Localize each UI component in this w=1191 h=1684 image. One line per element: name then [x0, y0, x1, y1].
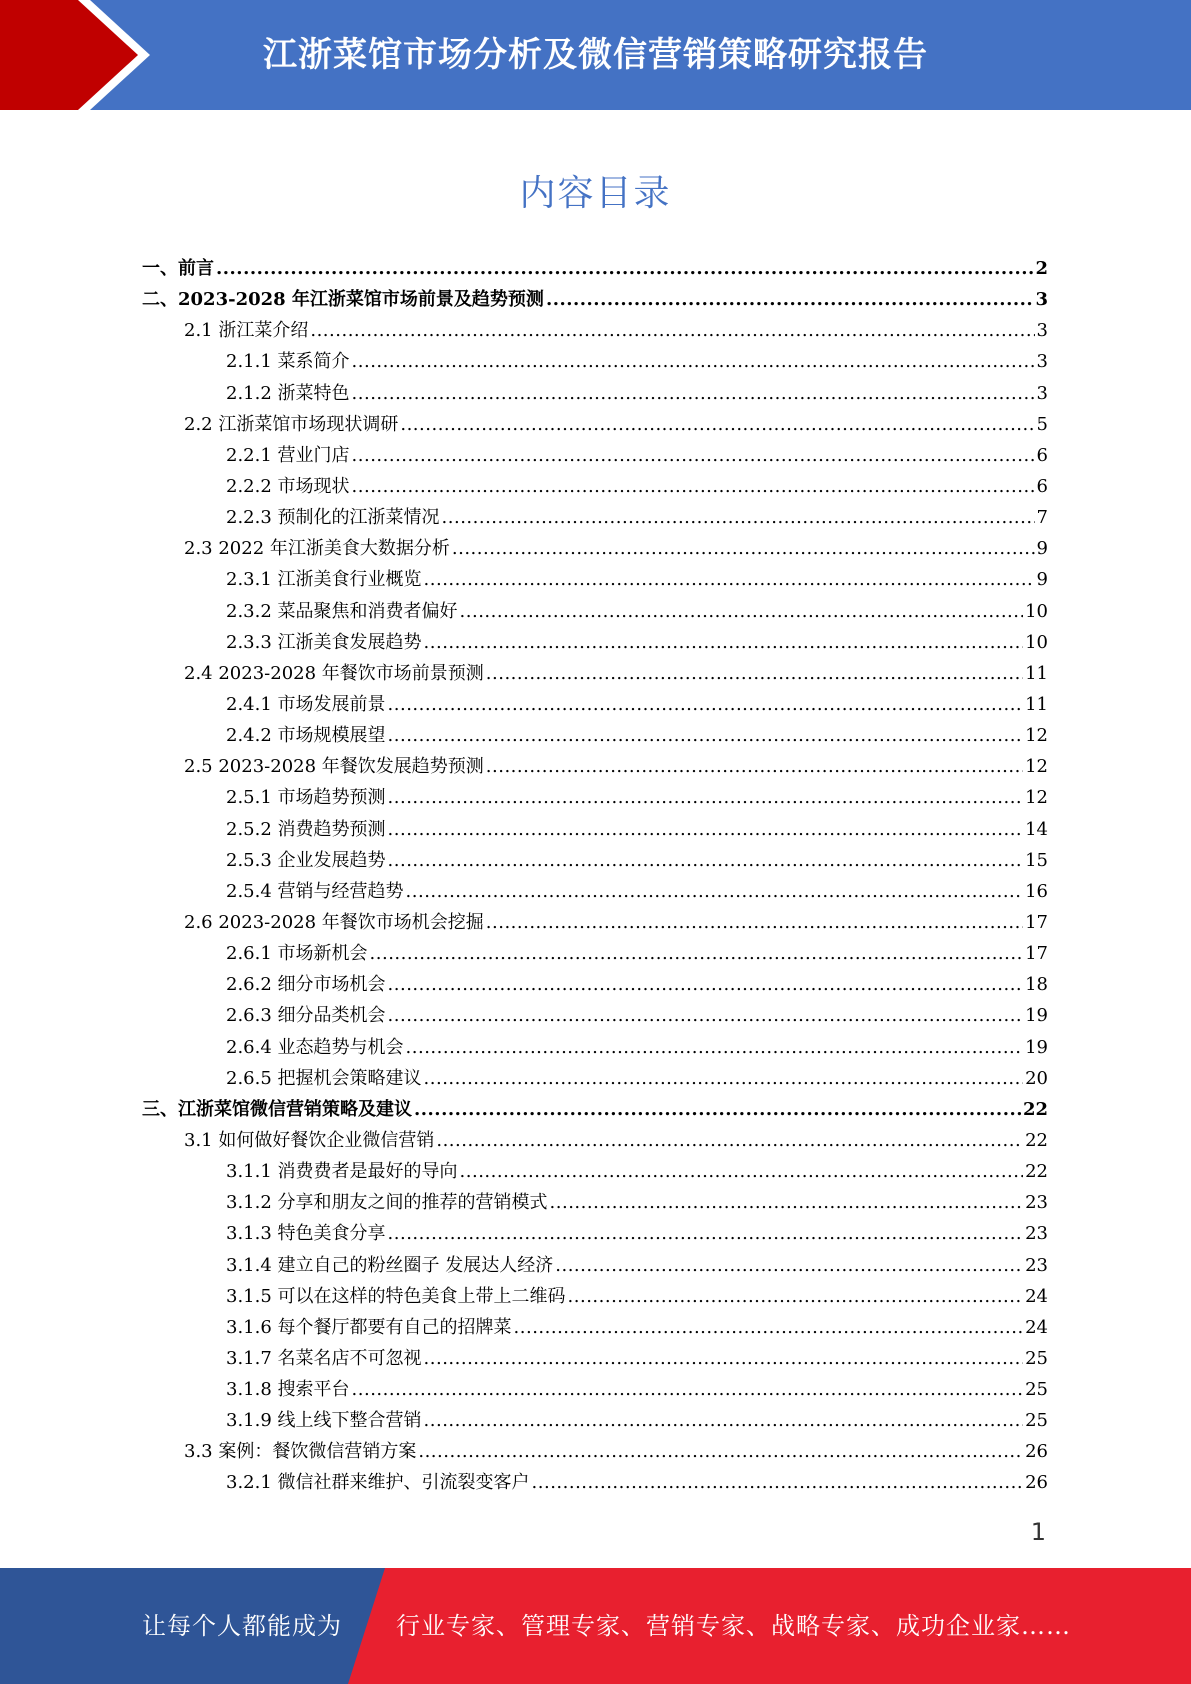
toc-entry-label: 2.5.1 市场趋势预测 [226, 787, 386, 809]
report-title: 江浙菜馆市场分析及微信营销策略研究报告 [263, 35, 928, 75]
toc-leader-dots [424, 1343, 1024, 1374]
toc-entry[interactable] [142, 315, 1048, 346]
toc-entry[interactable] [142, 720, 1048, 751]
toc-entry-label: 3.1.4 建立自己的粉丝圈子 发展达人经济 [226, 1254, 554, 1276]
toc-leader-dots [406, 876, 1024, 907]
toc-entry-label: 3.1.3 特色美食分享 [226, 1223, 386, 1245]
toc-leader-dots [388, 1000, 1024, 1031]
toc-entry-label: 2.4.2 市场规模展望 [226, 725, 386, 747]
toc-entry[interactable] [142, 1063, 1048, 1094]
toc-leader-dots [424, 1405, 1024, 1436]
toc-entry[interactable] [142, 564, 1048, 595]
toc-leader-dots [414, 1094, 1021, 1125]
toc-leader-dots [460, 596, 1024, 627]
toc-leader-dots [310, 315, 1034, 346]
toc-entry[interactable] [142, 1405, 1048, 1436]
toc-entry-page: 26 [1025, 1472, 1048, 1494]
toc-entry[interactable] [142, 253, 1048, 284]
toc-entry-page: 19 [1025, 1036, 1048, 1058]
toc-entry[interactable] [142, 814, 1048, 845]
toc-entry[interactable] [142, 1374, 1048, 1405]
footer-slogan-right: 行业专家、管理专家、营销专家、战略专家、成功企业家…… [396, 1612, 1071, 1640]
toc-leader-dots [546, 284, 1034, 315]
toc-entry[interactable] [142, 907, 1048, 938]
toc-entry-label: 3.1.2 分享和朋友之间的推荐的营销模式 [226, 1192, 548, 1214]
toc-leader-dots [436, 1125, 1023, 1156]
toc-leader-dots [555, 1250, 1023, 1281]
toc-leader-dots [532, 1467, 1024, 1498]
toc-entry[interactable] [142, 533, 1048, 564]
toc-leader-dots [388, 720, 1024, 751]
toc-leader-dots [550, 1187, 1024, 1218]
toc-entry-page: 3 [1035, 289, 1048, 311]
toc-entry-label: 3.1 如何做好餐饮企业微信营销 [184, 1129, 435, 1151]
toc-entry-label: 2.1.2 浙菜特色 [226, 382, 350, 404]
toc-entry[interactable] [142, 938, 1048, 969]
toc-leader-dots [486, 751, 1023, 782]
footer-slogan-left: 让每个人都能成为 [142, 1612, 342, 1640]
toc-leader-dots [486, 907, 1023, 938]
toc-entry-label: 2.3.1 江浙美食行业概览 [226, 569, 422, 591]
toc-entry[interactable] [142, 1187, 1048, 1218]
toc-leader-dots [424, 627, 1024, 658]
toc-entry[interactable] [142, 627, 1048, 658]
toc-entry[interactable] [142, 969, 1048, 1000]
toc-leader-dots [418, 1436, 1023, 1467]
toc-entry-page: 22 [1025, 1129, 1048, 1151]
header-arrow-icon [0, 0, 160, 110]
toc-entry-page: 17 [1025, 943, 1048, 965]
toc-entry-page: 3 [1036, 320, 1048, 342]
toc-leader-dots [352, 346, 1035, 377]
toc-entry[interactable] [142, 876, 1048, 907]
toc-entry[interactable] [142, 346, 1048, 377]
toc-entry-page: 24 [1025, 1285, 1048, 1307]
toc-leader-dots [216, 253, 1033, 284]
toc-entry[interactable] [142, 1156, 1048, 1187]
toc-entry-page: 7 [1036, 507, 1048, 529]
toc-leader-dots [486, 658, 1023, 689]
toc-entry[interactable] [142, 596, 1048, 627]
toc-leader-dots [388, 845, 1024, 876]
toc-entry-page: 25 [1025, 1347, 1048, 1369]
toc-leader-dots [388, 1218, 1024, 1249]
toc-entry-label: 2.1 浙江菜介绍 [184, 320, 309, 342]
toc-entry-label: 一、前言 [142, 258, 214, 279]
toc-entry-label: 2.2 江浙菜馆市场现状调研 [184, 413, 399, 435]
header-banner [0, 0, 1191, 110]
toc-entry-label: 2.4 2023-2028 年餐饮市场前景预测 [184, 662, 484, 684]
toc-entry[interactable] [142, 1467, 1048, 1498]
toc-leader-dots [514, 1312, 1024, 1343]
toc-entry[interactable] [142, 440, 1048, 471]
toc-entry-page: 10 [1025, 631, 1048, 653]
toc-leader-dots [352, 1374, 1024, 1405]
toc-entry[interactable] [142, 1032, 1048, 1063]
toc-entry-page: 11 [1025, 693, 1048, 715]
toc-entry-label: 2.5.4 营销与经营趋势 [226, 880, 404, 902]
toc-entry-page: 6 [1036, 444, 1048, 466]
toc-entry-label: 2.5.3 企业发展趋势 [226, 849, 386, 871]
toc-entry-label: 3.1.1 消费费者是最好的导向 [226, 1161, 458, 1183]
toc-leader-dots [388, 969, 1024, 1000]
toc-leader-dots [568, 1281, 1024, 1312]
toc-entry-label: 三、江浙菜馆微信营销策略及建议 [142, 1098, 412, 1120]
toc-entry-label: 2.1.1 菜系简介 [226, 351, 350, 373]
toc-entry-label: 2.6 2023-2028 年餐饮市场机会挖掘 [184, 911, 484, 933]
toc-leader-dots [452, 533, 1035, 564]
table-of-contents [142, 253, 1048, 1499]
toc-entry-label: 2.6.4 业态趋势与机会 [226, 1036, 404, 1058]
toc-entry-label: 3.1.7 名菜名店不可忽视 [226, 1347, 422, 1369]
toc-entry-page: 16 [1025, 880, 1048, 902]
toc-entry-page: 6 [1036, 475, 1048, 497]
toc-entry-page: 26 [1025, 1441, 1048, 1463]
toc-entry-label: 3.1.8 搜索平台 [226, 1379, 350, 1401]
toc-entry-page: 14 [1025, 818, 1048, 840]
toc-entry[interactable] [142, 751, 1048, 782]
toc-entry[interactable] [142, 1125, 1048, 1156]
toc-entry-label: 2.2.2 市场现状 [226, 475, 350, 497]
toc-entry-label: 2.3 2022 年江浙美食大数据分析 [184, 538, 450, 560]
toc-entry-page: 11 [1025, 662, 1048, 684]
toc-entry-label: 2.3.2 菜品聚焦和消费者偏好 [226, 600, 458, 622]
toc-leader-dots [352, 378, 1035, 409]
toc-entry-label: 2.2.3 预制化的江浙菜情况 [226, 507, 440, 529]
toc-entry-page: 24 [1025, 1316, 1048, 1338]
toc-entry[interactable] [142, 782, 1048, 813]
toc-entry-label: 2.6.1 市场新机会 [226, 943, 368, 965]
toc-entry-page: 22 [1022, 1098, 1048, 1120]
toc-entry[interactable] [142, 1436, 1048, 1467]
toc-heading: 内容目录 [519, 173, 672, 214]
toc-entry-label: 3.2.1 微信社群来维护、引流裂变客户 [226, 1472, 530, 1494]
toc-leader-dots [370, 938, 1024, 969]
toc-entry-page: 25 [1025, 1410, 1048, 1432]
toc-entry-page: 23 [1025, 1223, 1048, 1245]
toc-entry-page: 20 [1025, 1067, 1048, 1089]
page-number: 1 [1030, 1518, 1046, 1546]
toc-leader-dots [352, 440, 1035, 471]
toc-entry[interactable] [142, 689, 1048, 720]
toc-entry-page: 17 [1025, 911, 1048, 933]
toc-leader-dots [424, 1063, 1024, 1094]
toc-entry-page: 12 [1025, 756, 1048, 778]
toc-entry[interactable] [142, 1343, 1048, 1374]
toc-entry-label: 2.5.2 消费趋势预测 [226, 818, 386, 840]
toc-entry-label: 3.3 案例：餐饮微信营销方案 [184, 1441, 417, 1463]
toc-entry[interactable] [142, 471, 1048, 502]
toc-entry[interactable] [142, 658, 1048, 689]
toc-entry-page: 12 [1025, 725, 1048, 747]
toc-entry-page: 23 [1025, 1192, 1048, 1214]
footer-banner [0, 1568, 1191, 1684]
toc-entry-page: 10 [1025, 600, 1048, 622]
toc-entry-label: 2.4.1 市场发展前景 [226, 693, 386, 715]
toc-entry-label: 2.3.3 江浙美食发展趋势 [226, 631, 422, 653]
toc-entry[interactable] [142, 1281, 1048, 1312]
toc-entry-label: 2.5 2023-2028 年餐饮发展趋势预测 [184, 756, 484, 778]
toc-leader-dots [388, 689, 1024, 720]
toc-entry[interactable] [142, 409, 1048, 440]
toc-entry-page: 5 [1036, 413, 1048, 435]
toc-entry-label: 2.6.3 细分品类机会 [226, 1005, 386, 1027]
toc-entry-label: 3.1.6 每个餐厅都要有自己的招牌菜 [226, 1316, 512, 1338]
toc-leader-dots [406, 1032, 1024, 1063]
toc-entry[interactable] [142, 1250, 1048, 1281]
toc-entry-page: 9 [1036, 538, 1048, 560]
toc-leader-dots [460, 1156, 1024, 1187]
toc-entry-page: 2 [1035, 258, 1048, 279]
toc-entry-label: 二、2023-2028 年江浙菜馆市场前景及趋势预测 [142, 289, 544, 311]
toc-entry-label: 2.6.2 细分市场机会 [226, 974, 386, 996]
toc-entry[interactable] [142, 1218, 1048, 1249]
toc-entry-page: 12 [1025, 787, 1048, 809]
toc-entry-page: 19 [1025, 1005, 1048, 1027]
toc-leader-dots [352, 471, 1035, 502]
toc-entry-page: 9 [1036, 569, 1048, 591]
toc-entry[interactable] [142, 1094, 1048, 1125]
toc-leader-dots [388, 782, 1024, 813]
toc-leader-dots [400, 409, 1034, 440]
toc-entry[interactable] [142, 284, 1048, 315]
toc-entry[interactable] [142, 845, 1048, 876]
toc-entry-page: 18 [1025, 974, 1048, 996]
toc-entry[interactable] [142, 502, 1048, 533]
toc-entry-page: 22 [1025, 1161, 1048, 1183]
toc-entry[interactable] [142, 378, 1048, 409]
toc-entry-page: 3 [1036, 382, 1048, 404]
toc-entry-page: 15 [1025, 849, 1048, 871]
toc-entry[interactable] [142, 1312, 1048, 1343]
toc-entry[interactable] [142, 1000, 1048, 1031]
toc-entry-page: 3 [1036, 351, 1048, 373]
toc-leader-dots [388, 814, 1024, 845]
toc-entry-label: 2.6.5 把握机会策略建议 [226, 1067, 422, 1089]
toc-entry-label: 3.1.9 线上线下整合营销 [226, 1410, 422, 1432]
toc-entry-label: 2.2.1 营业门店 [226, 444, 350, 466]
toc-entry-label: 3.1.5 可以在这样的特色美食上带上二维码 [226, 1285, 566, 1307]
toc-entry-page: 25 [1025, 1379, 1048, 1401]
toc-entry-page: 23 [1025, 1254, 1048, 1276]
toc-leader-dots [442, 502, 1035, 533]
toc-leader-dots [424, 564, 1035, 595]
